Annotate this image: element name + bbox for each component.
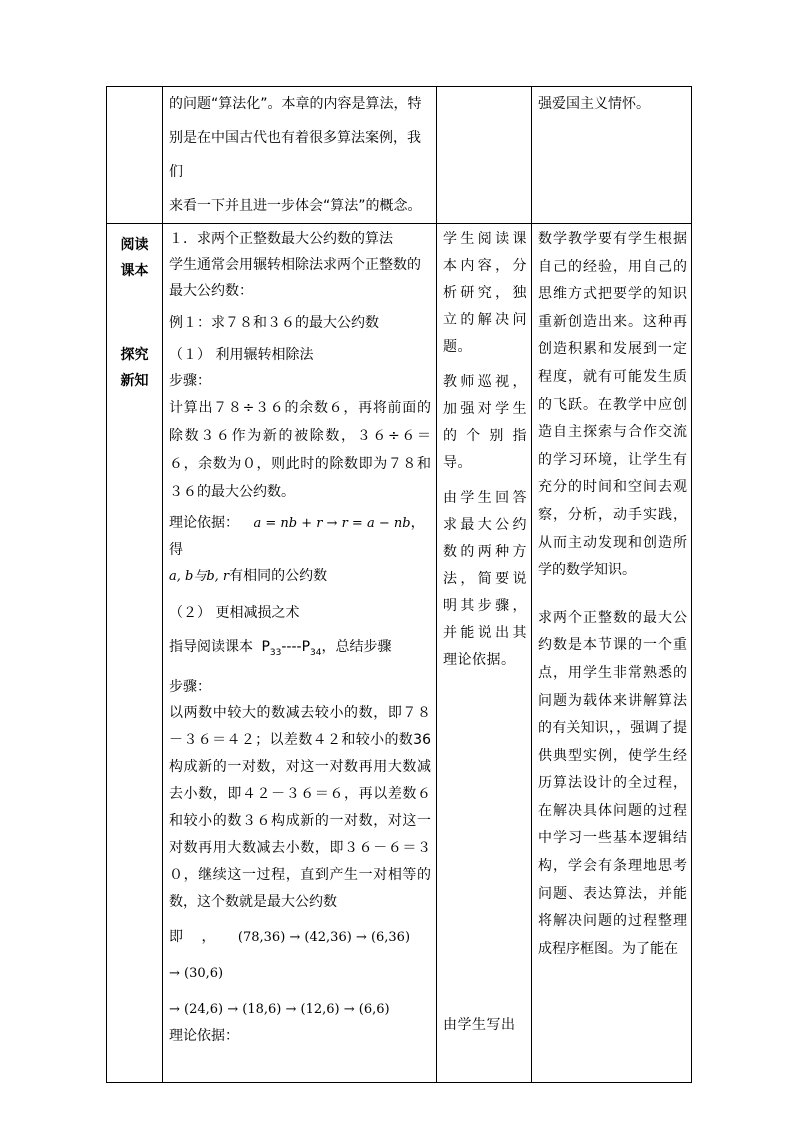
theory-pairs-tail: 有相同的公约数 (229, 568, 328, 584)
guide-page-to: $P_{34}$ (301, 639, 322, 658)
example-title: 例１：求７８和３６的最大公约数 (169, 315, 379, 331)
paragraph: 计算出７８÷３６的余数６，再将前面的除数３６作为新的被除数，３６÷６＝６，余数为０，则此时的除数即为７８和３６的最大公约数。 (169, 400, 431, 500)
intent-text: 数学教学要有学生根据自己的经验，用自己的思维方式把要学的知识重新创造出来。这种再创造积累和发展到一定程度，就有可能发生质的飞跃。在教学中应创造自主探索与合作交流的学习环境，让学生有充分的时间和空间去观察，分析，动手实践，从而主动发现和创造所学的数学知识。 (538, 231, 687, 579)
paragraph: 学生通常会用辗转相除法求两个正整数的最大公约数： (169, 257, 421, 299)
chain-line (169, 924, 431, 951)
method-title: （１） 利用辗转相除法 (169, 347, 314, 363)
guide-pre: 指导阅读课本 (169, 639, 253, 655)
guide-post: ，总结步骤 (321, 639, 392, 655)
intent-text: 求两个正整数的最大公约数是本节课的一个重点，用学生非常熟悉的问题为载体来讲解算法的有关知识，，强调了提供典型实例，使学生经历算法设计的全过程，在解决具体问题的过程中学习一些基本逻辑结构，学会有条理地思考问题、表达算法，并能将解决问题的过程整理成程序框图。为了能在 (538, 609, 687, 957)
intent-cell (532, 87, 692, 224)
activity-cell-empty (437, 87, 532, 224)
stage-label: 阅读 (120, 237, 149, 253)
theory-line (169, 563, 431, 590)
activity-text: 教师巡视，加强对学生的个别指导。 (443, 374, 527, 471)
activity-cell (437, 224, 532, 1083)
text-line: 来看一下并且进一步体会“算法”的概念。 (169, 198, 422, 214)
activity-text: 由学生回答求最大公约数的两种方法，简要说明其步骤，并能说出其理论依据。 (443, 490, 527, 668)
section-heading: １．求两个正整数最大公约数的算法 (169, 231, 393, 247)
theory-tail: ，得 (169, 515, 425, 558)
stage-cell-empty (107, 87, 163, 224)
guide-dash: ---- (281, 639, 302, 655)
stage-label: 探究 (120, 347, 149, 363)
ji-label: 即 (169, 928, 183, 945)
stage-label: 课本 (120, 263, 149, 279)
text-line: 别是在中国古代也有着很多算法案例，我们 (169, 130, 421, 180)
gcd-chain-3: → (24,6) → (18,6) → (12,6) → (6,6) (169, 1001, 390, 1017)
steps-label: 步骤： (169, 373, 211, 389)
paragraph: 以两数中较大的数减去较小的数，即７８－３６＝４２；以差数４２和较小的数36构成新的一对数，对这一对数再用大数减去小数，即４２－３６＝６，再以差数６和较小的数３６构成新的一对数，对这一对数再用大数减去小数，即３６－６＝３０，继续这一过程，直到产生一对相等的数，这个数就是最大公约数 (169, 704, 431, 910)
theory-label: 理论依据： (169, 1027, 239, 1044)
theory-line (169, 510, 431, 563)
text-line: 强爱国主义情怀。 (538, 96, 650, 112)
method-title: （２） 更相减损之术 (169, 605, 300, 621)
theory-label: 理论依据： (169, 515, 239, 531)
table-row (107, 224, 692, 1083)
content-cell (163, 224, 437, 1083)
steps-label: 步骤： (169, 678, 211, 695)
guide-page-from: $P_{33}$ (261, 639, 282, 658)
activity-text: 由学生写出 (443, 1017, 516, 1033)
activity-text: 学生阅读课本内容，分析研究，独立的解决问题。 (443, 231, 527, 355)
gcd-chain-1: (78,36) → (42,36) → (6,36) (237, 929, 411, 945)
ji-comma: ， (201, 928, 216, 945)
stage-label: 新知 (120, 373, 149, 389)
content-cell (163, 87, 437, 224)
gcd-chain-2: → (30,6) (169, 965, 224, 981)
table-row (107, 87, 692, 224)
theory-formula: a = nb + r → r = a − nb (253, 516, 411, 531)
theory-pairs: a, b与b, r (169, 569, 230, 584)
stage-cell (107, 224, 163, 1083)
intent-cell (532, 224, 692, 1083)
text-line: 的问题“算法化”。本章的内容是算法，特 (169, 96, 422, 112)
guide-line (169, 634, 431, 666)
lesson-plan-table (106, 86, 692, 1083)
